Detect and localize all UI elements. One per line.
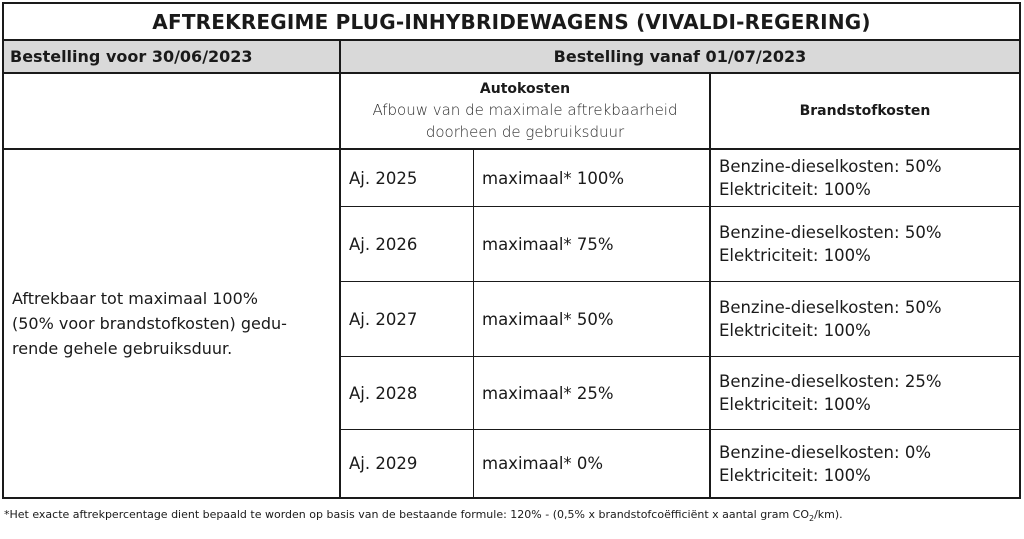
fuel-cell	[711, 282, 1019, 356]
table-row	[341, 430, 1019, 497]
year-cell: Aj. 2025	[341, 150, 474, 206]
deduction-table	[2, 2, 1021, 499]
fuel-cell	[711, 150, 1019, 206]
electricity-cost: Elektriciteit: 100%	[719, 321, 871, 340]
fuel-cost: Benzine-dieselkosten: 25%	[719, 372, 942, 391]
fuel-cost: Benzine-dieselkosten: 50%	[719, 157, 942, 176]
table-row	[341, 207, 1019, 282]
table-row	[341, 282, 1019, 357]
footnote-text-end: /km).	[814, 508, 843, 521]
fuel-cost: Benzine-dieselkosten: 50%	[719, 223, 942, 242]
footnote-text: *Het exacte aftrekpercentage dient bepaald te worden op basis van de bestaande formule: 120% - (0,5% x brandstofcoëfficiënt x aantal gram CO	[4, 508, 809, 521]
year-cell: Aj. 2026	[341, 207, 474, 281]
description-line3: rende gehele gebruiksduur.	[12, 339, 233, 358]
autokosten-subtitle-line1: Afbouw van de maximale aftrekbaarheid	[372, 101, 678, 119]
year-cell: Aj. 2029	[341, 430, 474, 497]
header-brandstofkosten	[711, 74, 1019, 150]
electricity-cost: Elektriciteit: 100%	[719, 180, 871, 199]
before-date-description	[4, 150, 341, 497]
footnote-subscript: 2	[809, 514, 815, 524]
description-line1: Aftrekbaar tot maximaal 100%	[12, 289, 258, 308]
header-blank-cell	[4, 74, 341, 150]
max-cell: maximaal* 75%	[474, 207, 711, 281]
footnote	[4, 508, 843, 523]
max-cell: maximaal* 0%	[474, 430, 711, 497]
fuel-cell	[711, 430, 1019, 497]
fuel-cost: Benzine-dieselkosten: 0%	[719, 442, 931, 462]
autokosten-title: Autokosten	[479, 81, 571, 97]
electricity-cost: Elektriciteit: 100%	[719, 395, 871, 414]
fuel-cell	[711, 357, 1019, 429]
brandstofkosten-title: Brandstofkosten	[799, 103, 931, 119]
description-line2: (50% voor brandstofkosten) gedu-	[12, 314, 287, 333]
fuel-cell	[711, 207, 1019, 281]
fuel-cost: Benzine-dieselkosten: 50%	[719, 298, 942, 317]
header-from-date: Bestelling vanaf 01/07/2023	[341, 41, 1019, 74]
table-row	[341, 150, 1019, 207]
max-cell: maximaal* 100%	[474, 150, 711, 206]
electricity-cost: Elektriciteit: 100%	[719, 465, 871, 485]
electricity-cost: Elektriciteit: 100%	[719, 246, 871, 265]
year-cell: Aj. 2028	[341, 357, 474, 429]
autokosten-subtitle-line2: doorheen de gebruiksduur	[425, 123, 625, 141]
header-before-date: Bestelling voor 30/06/2023	[4, 41, 341, 74]
max-cell: maximaal* 25%	[474, 357, 711, 429]
max-cell: maximaal* 50%	[474, 282, 711, 356]
year-cell: Aj. 2027	[341, 282, 474, 356]
table-title: AFTREKREGIME PLUG-INHYBRIDEWAGENS (VIVALDI-REGERING)	[4, 4, 1019, 41]
header-autokosten	[341, 74, 711, 150]
table-row	[341, 357, 1019, 430]
